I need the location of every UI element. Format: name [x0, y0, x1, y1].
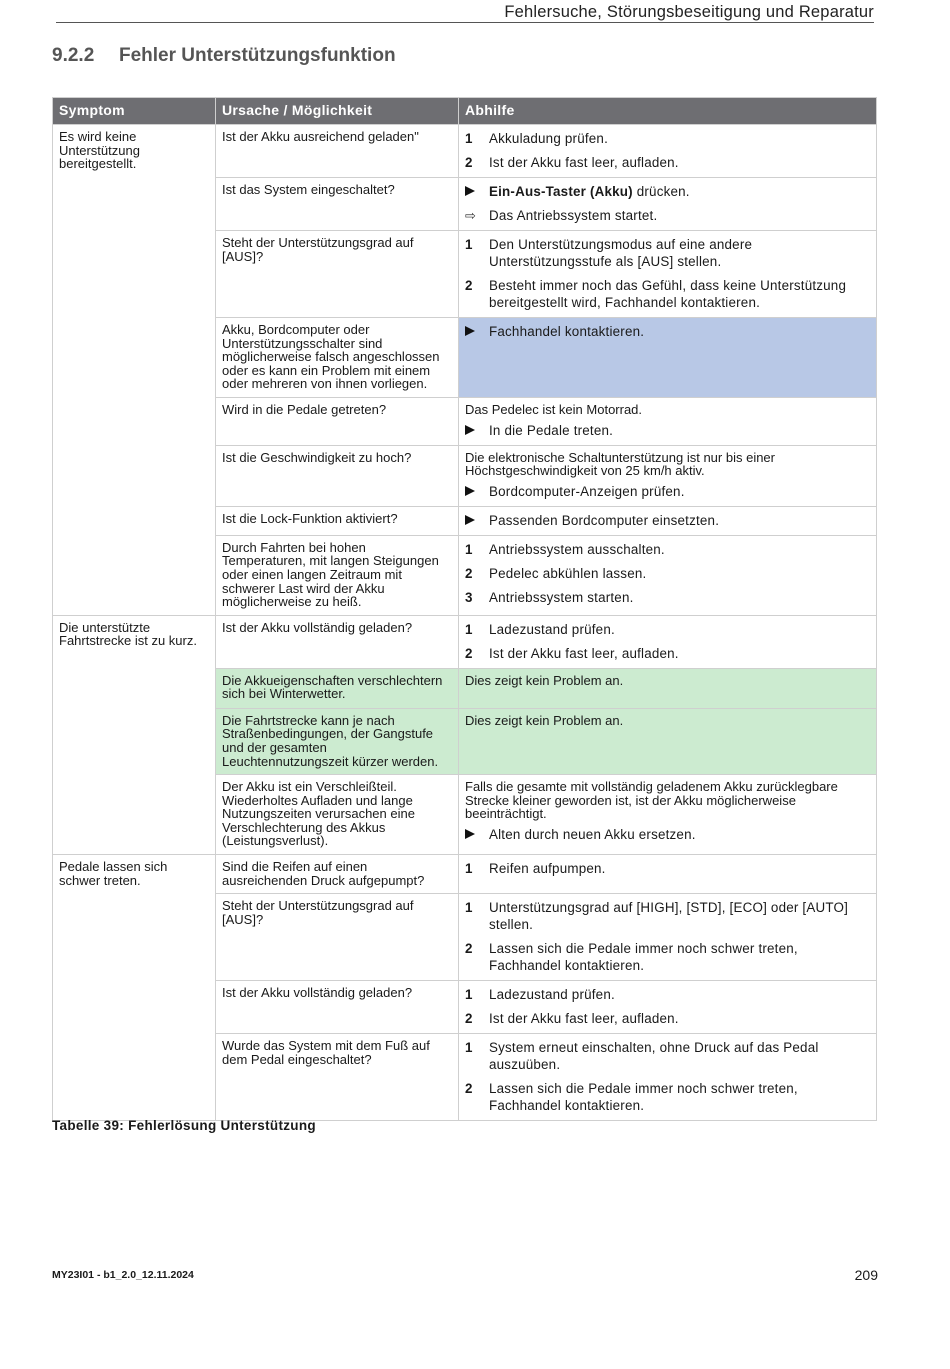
column-header-symptom: Symptom [53, 98, 216, 125]
step-text: Bordcomputer-Anzeigen prüfen. [489, 483, 685, 499]
step-text: Passenden Bordcomputer einsetzten. [489, 512, 720, 528]
remedy-note: Dies zeigt kein Problem an. [465, 712, 624, 728]
cause-cell: Ist die Lock-Funktion aktiviert? [216, 506, 459, 535]
step-number: 1 [465, 1040, 473, 1056]
step-number: 3 [465, 589, 473, 605]
table-row [53, 615, 877, 668]
step-text: Ist der Akku fast leer, aufladen. [489, 645, 679, 661]
cause-cell: Wurde das System mit dem Fuß auf dem Pedal eingeschaltet? [216, 1034, 459, 1121]
page-number: 209 [854, 1267, 878, 1283]
step-number: 1 [465, 541, 473, 557]
step-text: Pedelec abkühlen lassen. [489, 565, 647, 581]
cause-cell: Der Akku ist ein Verschleißteil. Wiederholtes Aufladen und lange Nutzungszeiten verursachen eine Verschlechterung des Akkus (Leistungsverlust). [216, 775, 459, 855]
action-triangle-icon [465, 829, 475, 839]
remedy-cell [459, 981, 877, 1034]
cause-cell: Die Fahrtstrecke kann je nach Straßenbedingungen, der Gangstufe und der gesamten Leuchtennutzungszeit kürzer werden. [216, 708, 459, 774]
action-triangle-icon [465, 425, 475, 435]
cause-cell: Ist der Akku ausreichend geladen" [216, 125, 459, 178]
step-text: In die Pedale treten. [489, 422, 614, 438]
table-row [53, 855, 877, 894]
step-text: Antriebssystem ausschalten. [489, 541, 665, 557]
step-bold-text: Ein-Aus-Taster (Akku) [489, 184, 633, 199]
action-triangle-icon [465, 515, 475, 525]
symptom-cell: Pedale lassen sich schwer treten. [53, 855, 216, 1121]
step-text: Ladezustand prüfen. [489, 621, 615, 637]
result-arrow-icon: ⇨ [465, 208, 477, 223]
cause-cell: Ist der Akku vollständig geladen? [216, 615, 459, 668]
step-text: Unterstützungsgrad auf [HIGH], [STD], [ECO] oder [AUTO] stellen. [489, 900, 849, 933]
symptom-cell: Es wird keine Unterstützung bereitgestellt. [53, 125, 216, 616]
cause-cell: Akku, Bordcomputer oder Unterstützungsschalter sind möglicherweise falsch angeschlossen oder es kann ein Problem mit einem oder mehreren von ihnen vorliegen. [216, 318, 459, 398]
remedy-cell [459, 231, 877, 318]
remedy-cell [459, 125, 877, 178]
action-triangle-icon [465, 486, 475, 496]
step-text: Antriebssystem starten. [489, 589, 634, 605]
symptom-cell: Die unterstützte Fahrtstrecke ist zu kurz. [53, 615, 216, 854]
remedy-cell [459, 397, 877, 445]
cause-cell: Steht der Unterstützungsgrad auf [AUS]? [216, 894, 459, 981]
remedy-cell [459, 855, 877, 894]
step-text: Lassen sich die Pedale immer noch schwer treten, Fachhandel kontaktieren. [489, 941, 798, 974]
remedy-note: Die elektronische Schaltunterstützung ist nur bis einer Höchstgeschwindigkeit von 25 km/h aktiv. [465, 449, 775, 479]
step-number: 1 [465, 987, 473, 1003]
step-text: System erneut einschalten, ohne Druck auf das Pedal auszuüben. [489, 1040, 819, 1073]
remedy-note: Dies zeigt kein Problem an. [465, 672, 624, 688]
step-text: drücken. [632, 184, 690, 199]
cause-cell: Ist das System eingeschaltet? [216, 178, 459, 231]
remedy-cell [459, 668, 877, 708]
remedy-cell [459, 775, 877, 855]
step-number: 1 [465, 861, 473, 877]
step-text: Ist der Akku fast leer, aufladen. [489, 1011, 679, 1027]
step-number: 2 [465, 155, 473, 170]
section-number: 9.2.2 [52, 45, 95, 66]
remedy-cell [459, 894, 877, 981]
table-caption: Tabelle 39: Fehlerlösung Unterstützung [52, 1118, 316, 1133]
cause-cell: Wird in die Pedale getreten? [216, 397, 459, 445]
step-text: Den Unterstützungsmodus auf eine andere Unterstützungsstufe als [AUS] stellen. [489, 237, 753, 269]
step-number: 1 [465, 621, 473, 637]
cause-cell: Ist die Geschwindigkeit zu hoch? [216, 445, 459, 506]
footer-doc-id: MY23I01 - b1_2.0_12.11.2024 [52, 1269, 194, 1281]
remedy-cell [459, 445, 877, 506]
running-header [56, 0, 874, 23]
cause-cell: Sind die Reifen auf einen ausreichenden Druck aufgepumpt? [216, 855, 459, 894]
table-row [53, 125, 877, 178]
step-number: 2 [465, 941, 473, 957]
section-title: Fehler Unterstützungsfunktion [119, 45, 396, 66]
step-number: 2 [465, 565, 473, 581]
remedy-cell [459, 708, 877, 774]
step-number: 2 [465, 645, 473, 661]
cause-cell: Die Akkueigenschaften verschlechtern sich bei Winterwetter. [216, 668, 459, 708]
cause-cell: Ist der Akku vollständig geladen? [216, 981, 459, 1034]
column-header-cause: Ursache / Möglichkeit [216, 98, 459, 125]
step-number: 2 [465, 1081, 473, 1097]
step-number: 1 [465, 237, 473, 252]
troubleshooting-table [52, 97, 877, 1121]
step-number: 2 [465, 278, 473, 293]
action-triangle-icon [465, 326, 475, 336]
remedy-cell [459, 318, 877, 398]
section-heading [52, 45, 396, 67]
step-number: 2 [465, 1011, 473, 1027]
step-text: Fachhandel kontaktieren. [489, 324, 645, 339]
remedy-cell [459, 178, 877, 231]
action-triangle-icon [465, 186, 475, 196]
step-number: 1 [465, 131, 473, 146]
step-text: Ladezustand prüfen. [489, 987, 615, 1003]
step-text: Das Antriebssystem startet. [489, 208, 658, 223]
table-header-row [53, 98, 877, 125]
step-text: Besteht immer noch das Gefühl, dass keine Unterstützung bereitgestellt wird, Fachhandel kontaktieren. [489, 278, 847, 310]
remedy-note: Das Pedelec ist kein Motorrad. [465, 401, 643, 417]
running-header-title: Fehlersuche, Störungsbeseitigung und Reparatur [504, 3, 874, 21]
step-text: Akkuladung prüfen. [489, 131, 608, 146]
remedy-cell [459, 506, 877, 535]
cause-cell: Durch Fahrten bei hohen Temperaturen, mit langen Steigungen oder einen langen Zeitraum mit schwerer Last wird der Akku möglicherweise zu heiß. [216, 535, 459, 615]
remedy-cell [459, 535, 877, 615]
step-text: Alten durch neuen Akku ersetzen. [489, 826, 696, 842]
remedy-cell [459, 615, 877, 668]
step-text: Reifen aufpumpen. [489, 861, 606, 877]
step-text: Lassen sich die Pedale immer noch schwer treten, Fachhandel kontaktieren. [489, 1081, 798, 1114]
step-text: Ist der Akku fast leer, aufladen. [489, 155, 679, 170]
remedy-note: Falls die gesamte mit vollständig geladenem Akku zurücklegbare Strecke kleiner geworden ist, ist der Akku möglicherweise beeinträchtigt. [465, 779, 838, 822]
cause-cell: Steht der Unterstützungsgrad auf [AUS]? [216, 231, 459, 318]
remedy-cell [459, 1034, 877, 1121]
step-number: 1 [465, 900, 473, 916]
column-header-remedy: Abhilfe [459, 98, 877, 125]
